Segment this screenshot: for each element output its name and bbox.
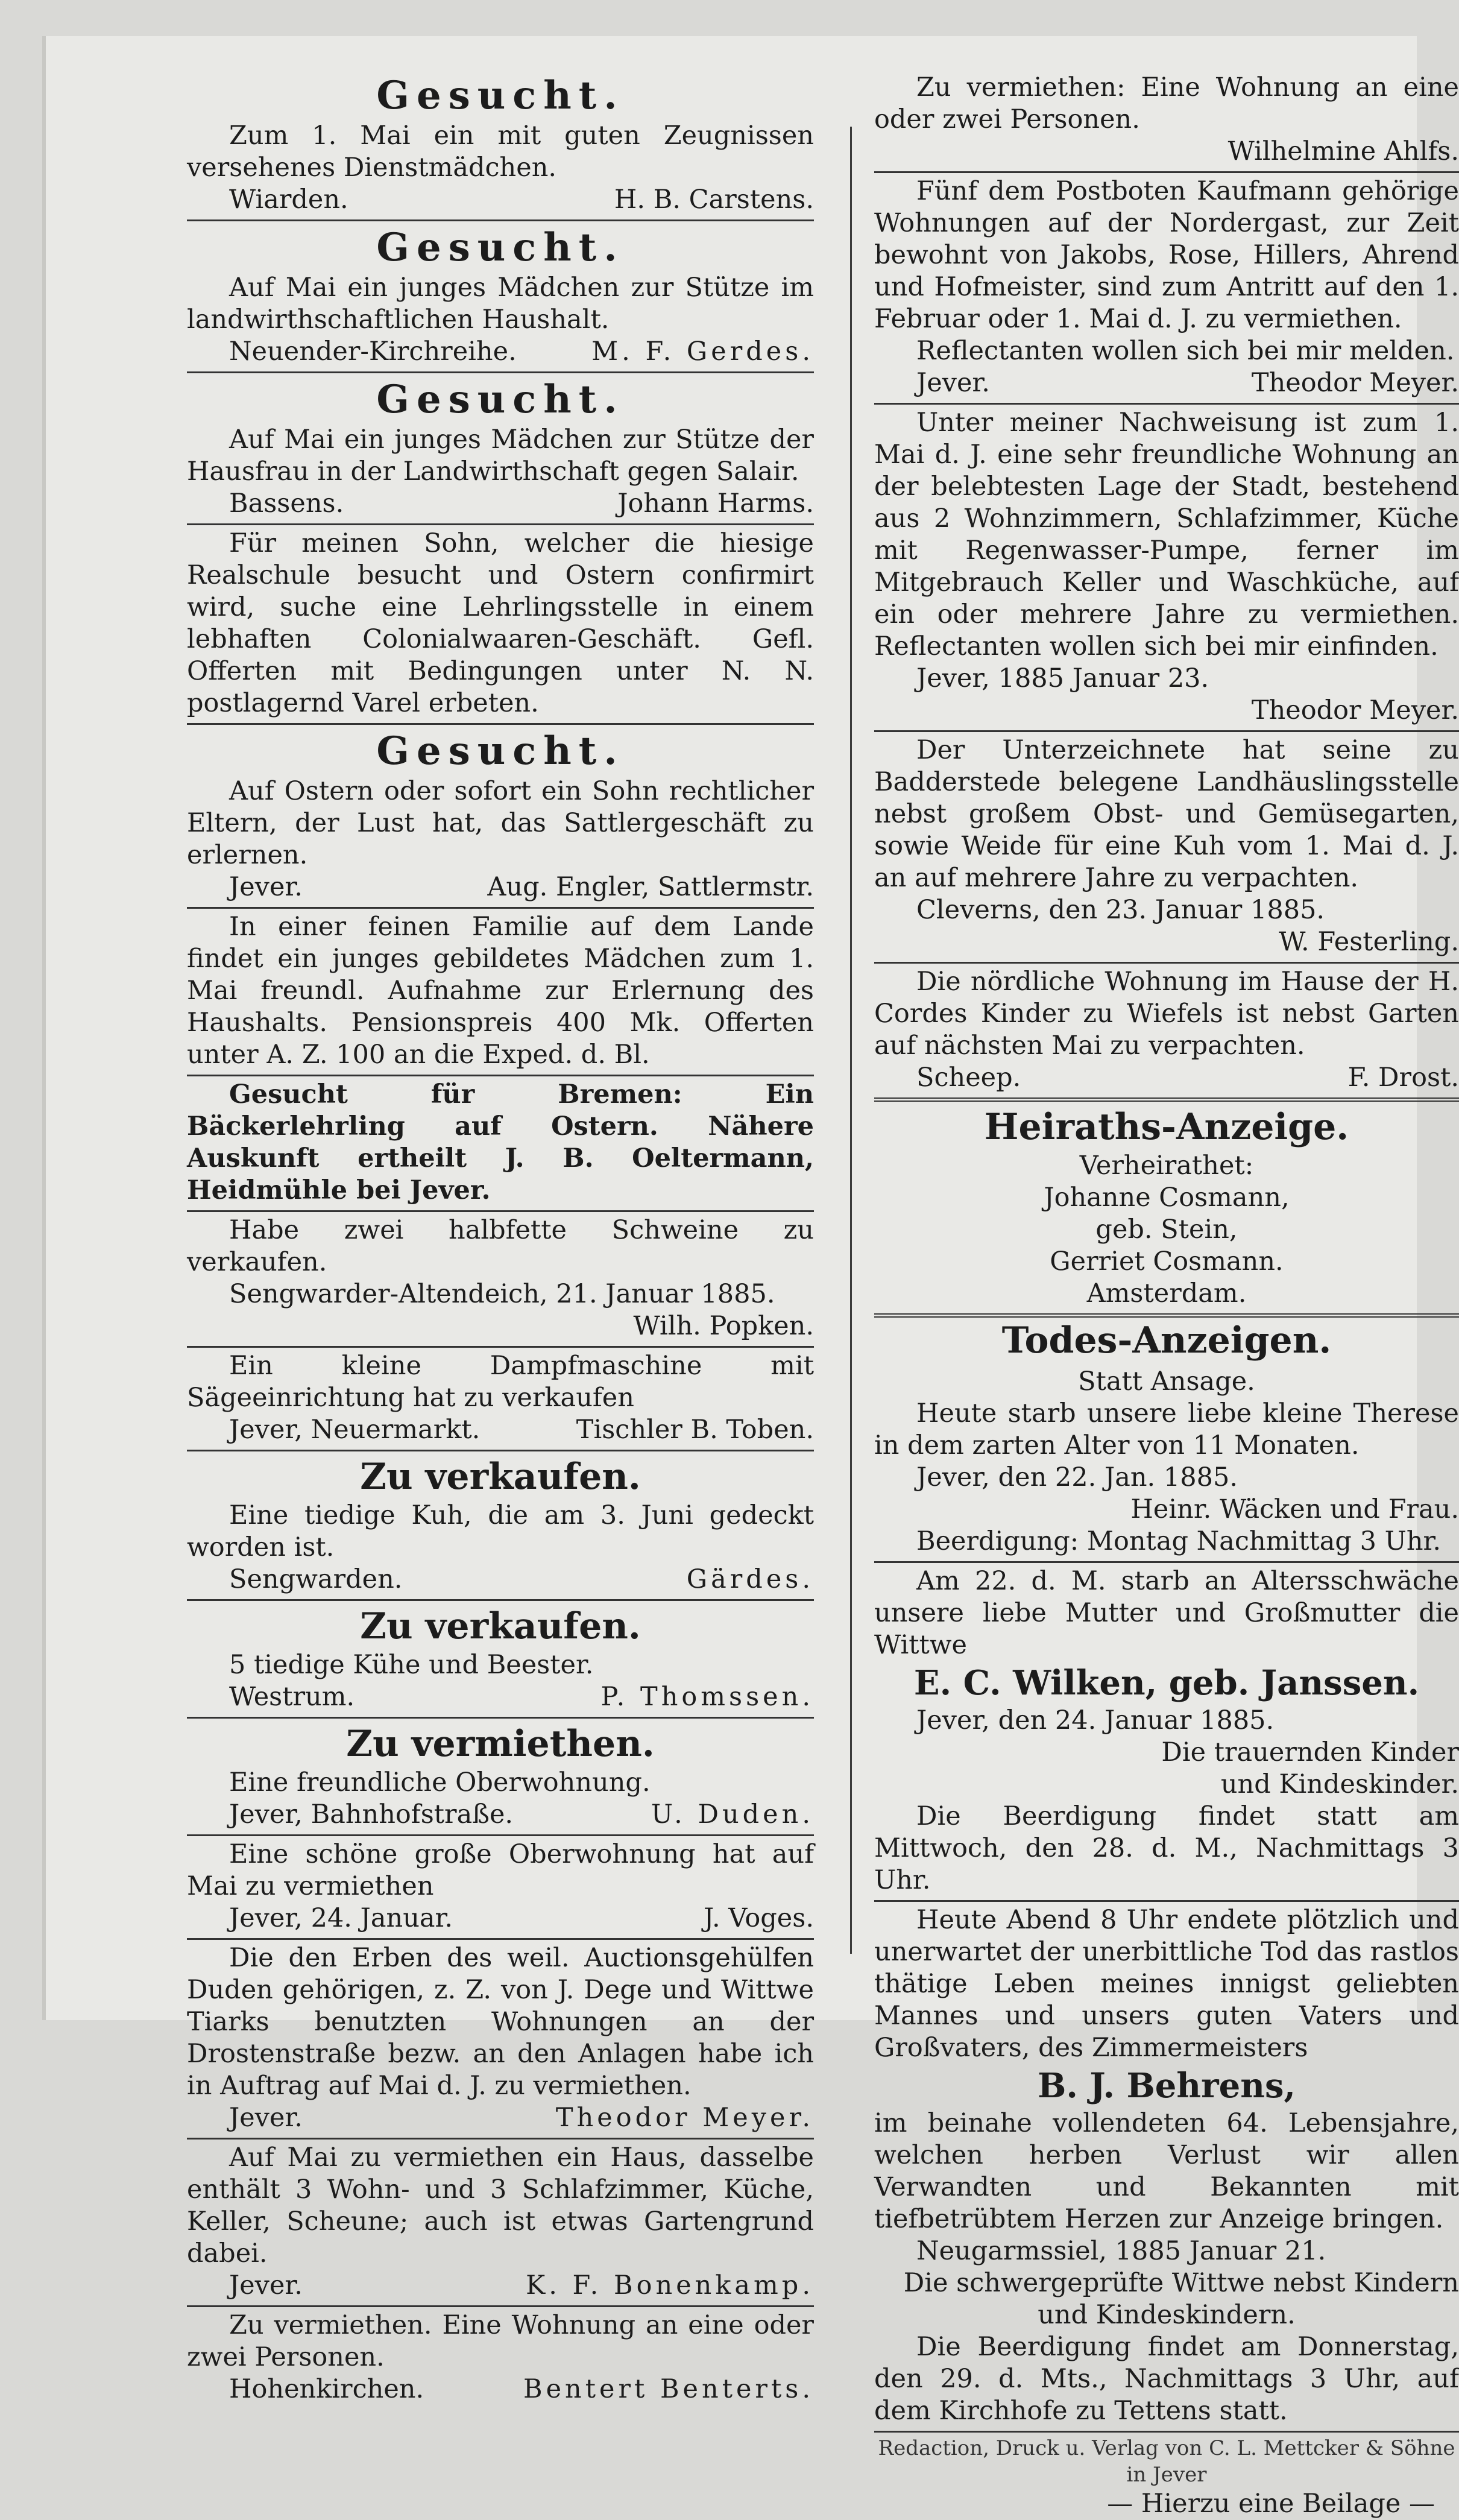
- ad-text: Auf Mai zu vermiethen ein Haus, dasselbe enthält 3 Wohn- und 3 Schlafzimmer, Küche, Keller, Scheune; auch ist etwas Gartengrund dabei.: [187, 2143, 814, 2269]
- ad-signature: Wiarden. H. B. Carstens.: [229, 185, 814, 215]
- ad-vermiethen-2: [187, 2307, 814, 2409]
- notice-signature: Heinr. Wäcken und Frau.: [1130, 1494, 1459, 1524]
- ad-signature: W. Festerling.: [1279, 927, 1459, 957]
- notice-burial: Die Beerdigung findet am Donnerstag, den 29. d. Mts., Nachmittags 3 Uhr, auf dem Kirchhofe zu Tettens statt.: [874, 2332, 1459, 2426]
- supplement-note: — Hierzu eine Beilage —: [1107, 2489, 1435, 2519]
- ad-signature: Bassens. Johann Harms.: [229, 488, 814, 519]
- ad-vermiethen-1: [187, 1719, 814, 1836]
- ad-heading: Gesucht.: [376, 728, 625, 774]
- ad-wiefels: [874, 964, 1459, 1102]
- deceased-name: E. C. Wilken, geb. Janssen.: [913, 1663, 1420, 1703]
- ad-lehrling: [187, 525, 814, 725]
- ad-familie: [187, 909, 814, 1076]
- notice-burial: Die Beerdigung findet statt am Mittwoch, den 28. d. M., Nachmittags 3 Uhr.: [874, 1801, 1459, 1895]
- ad-gesucht-1: [187, 69, 814, 221]
- ad-text: Eine freundliche Oberwohnung.: [229, 1767, 651, 1798]
- ad-text: Fünf dem Postboten Kaufmann gehörige Wohnungen auf der Nordergast, zur Zeit bewohnt von Jakobs, Rose, Hillers, Ahrend und Hofmeister, sind zum Antritt auf den 1. Februar oder 1. Mai d. J. zu vermiethen.: [874, 176, 1459, 334]
- ad-ahlfs: [874, 69, 1459, 173]
- death-notice-wilken: [874, 1563, 1459, 1902]
- ad-place-date: Cleverns, den 23. Januar 1885.: [916, 895, 1325, 925]
- notice-burial: Beerdigung: Montag Nachmittag 3 Uhr.: [916, 1526, 1442, 1556]
- ad-text: Unter meiner Nachweisung ist zum 1. Mai d. J. eine sehr freundliche Wohnung an der belebtesten Lage der Stadt, bestehend aus 2 Wohnzimmern, Schlafzimmer, Küche mit Regenwasser-Pumpe, ferner im Mitgebrauch Keller und Waschküche, auf ein oder mehrere Jahre zu vermiethen. Reflectanten wollen sich bei mir einfinden.: [874, 408, 1459, 662]
- ad-signature: Jever. Aug. Engler, Sattlermstr.: [229, 872, 814, 902]
- ad-verkaufen-1: [187, 1451, 814, 1601]
- ad-text: Habe zwei halbfette Schweine zu verkaufen.: [187, 1215, 814, 1277]
- ad-oberwohnung: [187, 1836, 814, 1940]
- notice-text-2: im beinahe vollendeten 64. Lebensjahre, welchen herben Verlust wir allen Verwandten und Bekannten mit tiefbetrübtem Herzen zur Anzeige bringen.: [874, 2108, 1459, 2234]
- notice-signature: und Kindeskindern.: [1038, 2300, 1296, 2330]
- ad-signature: Hohenkirchen. Bentert Benterts.: [229, 2374, 814, 2404]
- ad-place-date: Jever, 1885 Januar 23.: [916, 663, 1209, 693]
- ad-text: Ein kleine Dampfmaschine mit Sägeeinrichtung hat zu verkaufen: [187, 1351, 814, 1413]
- ad-gesucht-3: [187, 373, 814, 525]
- ad-signature: Scheep. F. Drost.: [916, 1063, 1459, 1093]
- notice-text: Heute starb unsere liebe kleine Therese in dem zarten Alter von 11 Monaten.: [874, 1398, 1459, 1461]
- ad-text: 5 tiedige Kühe und Beester.: [229, 1650, 594, 1680]
- notice-signature: Die schwergeprüfte Wittwe nebst Kindern: [903, 2268, 1459, 2298]
- death-notice-behrens: [874, 1902, 1459, 2431]
- ad-heading: Zu verkaufen.: [360, 1456, 641, 1498]
- ad-signature: Jever. Theodor Meyer.: [916, 368, 1459, 398]
- right-column: [874, 69, 1459, 2520]
- ad-signature: Neuender-Kirchreihe. M. F. Gerdes.: [229, 336, 814, 367]
- column-divider: [850, 127, 852, 1954]
- ad-gesucht-2: [187, 221, 814, 373]
- ad-signature: Westrum. P. Thomssen.: [229, 1682, 814, 1712]
- ad-signature: Jever, Neuermarkt. Tischler B. Toben.: [229, 1415, 814, 1445]
- notice-signature: Die trauernden Kinder: [1161, 1737, 1459, 1767]
- ad-signature: Jever. K. F. Bonenkamp.: [229, 2270, 814, 2301]
- ad-signature: Wilhelmine Ahlfs.: [1227, 136, 1459, 166]
- ad-signature: Jever, 24. Januar. J. Voges.: [229, 1903, 814, 1933]
- newspaper-page: [42, 36, 1459, 2519]
- deaths-heading: Todes-Anzeigen.: [1001, 1319, 1332, 1362]
- ad-text: In einer feinen Familie auf dem Lande findet ein junges gebildetes Mädchen zum 1. Mai freundl. Aufnahme zur Erlernung des Haushalts. Pensionspreis 400 Mk. Offerten unter A. Z. 100 an die Exped. d. Bl.: [187, 912, 814, 1070]
- ad-nachweisung: [874, 405, 1459, 732]
- ad-postboten: [874, 173, 1459, 405]
- ad-signature: Jever. Theodor Meyer.: [229, 2103, 814, 2133]
- ad-heading: Gesucht.: [376, 225, 625, 270]
- ad-landhaeuslingsstelle: [874, 732, 1459, 964]
- ad-text: Der Unterzeichnete hat seine zu Badderstede belegene Landhäuslingsstelle nebst großem Obst- und Gemüsegarten, sowie Weide für eine Kuh vom 1. Mai d. J. an auf mehrere Jahre zu verpachten.: [874, 735, 1459, 893]
- ad-gesucht-4: [187, 725, 814, 909]
- ad-text: Für meinen Sohn, welcher die hiesige Realschule besucht und Ostern confirmirt wird, suche eine Lehrlingsstelle in einem lebhaften Colonialwaaren-Geschäft. Gefl. Offerten mit Bedingungen unter N. N. postlagernd Varel erbeten.: [187, 528, 814, 718]
- ad-text-2: Reflectanten wollen sich bei mir melden.: [916, 336, 1455, 366]
- ad-text: Auf Ostern oder sofort ein Sohn rechtlicher Eltern, der Lust hat, das Sattlergeschäft zu erlernen.: [187, 776, 814, 870]
- ad-text: Eine schöne große Oberwohnung hat auf Mai zu vermiethen: [187, 1839, 814, 1901]
- notice-place-date: Neugarmssiel, 1885 Januar 21.: [916, 2236, 1326, 2266]
- notice-text: Heute Abend 8 Uhr endete plötzlich und unerwartet der unerbittliche Tod das rastlos thätige Leben meines innigst geliebten Mannes und unsers guten Vaters und Großvaters, des Zimmermeisters: [874, 1905, 1459, 2063]
- ad-verkaufen-2: [187, 1601, 814, 1719]
- ad-place-date: Sengwarder-Altendeich, 21. Januar 1885.: [229, 1279, 775, 1309]
- ad-text: Auf Mai ein junges Mädchen zur Stütze im landwirthschaftlichen Haushalt.: [187, 273, 814, 335]
- ad-text: Auf Mai ein junges Mädchen zur Stütze der Hausfrau in der Landwirthschaft gegen Salair.: [187, 425, 814, 487]
- ad-text: Zu vermiethen. Eine Wohnung an eine oder zwei Personen.: [187, 2310, 814, 2372]
- ad-text: Gesucht für Bremen: Ein Bäckerlehrling auf Ostern. Nähere Auskunft ertheilt J. B. Oeltermann, Heidmühle bei Jever.: [187, 1079, 814, 1205]
- marriage-line: Johanne Cosmann,: [1044, 1183, 1290, 1213]
- ad-erben-duden: [187, 1940, 814, 2139]
- ad-dampfmaschine: [187, 1348, 814, 1451]
- notice-head: Statt Ansage.: [1078, 1366, 1255, 1397]
- imprint: Redaction, Druck u. Verlag von C. L. Mettcker & Söhne in Jever: [874, 2431, 1459, 2488]
- death-notice-therese: [874, 1363, 1459, 1563]
- marriage-line: Amsterdam.: [1086, 1278, 1247, 1309]
- ad-heading: Zu verkaufen.: [360, 1605, 641, 1647]
- notice-text: Am 22. d. M. starb an Altersschwäche unsere liebe Mutter und Großmutter die Wittwe: [874, 1566, 1459, 1660]
- marriage-line: Verheirathet:: [1079, 1151, 1254, 1181]
- left-column: [187, 69, 814, 2409]
- ad-haus: [187, 2139, 814, 2307]
- marriage-heading: Heiraths-Anzeige.: [984, 1106, 1349, 1148]
- ad-heading: Zu vermiethen.: [346, 1723, 655, 1765]
- deceased-name: B. J. Behrens,: [1037, 2066, 1296, 2106]
- ad-text: Die den Erben des weil. Auctionsgehülfen Duden gehörigen, z. Z. von J. Dege und Wittwe Tiarks benutzten Wohnungen an der Drostenstraße bezw. an den Anlagen habe ich in Auftrag auf Mai d. J. zu vermiethen.: [187, 1943, 814, 2101]
- ad-baeckerlehrling: [187, 1076, 814, 1212]
- marriage-line: Gerriet Cosmann.: [1050, 1246, 1284, 1277]
- ad-heading: Gesucht.: [376, 73, 625, 118]
- marriage-line: geb. Stein,: [1095, 1214, 1238, 1245]
- ad-signature: Wilh. Popken.: [633, 1311, 814, 1341]
- marriage-notice: [874, 1102, 1459, 1318]
- ad-text: Zum 1. Mai ein mit guten Zeugnissen versehenes Dienstmädchen.: [187, 121, 814, 183]
- notice-place-date: Jever, den 24. Januar 1885.: [916, 1705, 1275, 1735]
- ad-text: Eine tiedige Kuh, die am 3. Juni gedeckt worden ist.: [187, 1500, 814, 1562]
- notice-place-date: Jever, den 22. Jan. 1885.: [916, 1462, 1238, 1492]
- ad-signature: Theodor Meyer.: [1251, 695, 1459, 725]
- ad-schweine: [187, 1212, 814, 1348]
- ad-heading: Gesucht.: [376, 377, 625, 422]
- ad-signature: Sengwarden. Gärdes.: [229, 1564, 814, 1594]
- ad-signature: Jever, Bahnhofstraße. U. Duden.: [229, 1799, 814, 1830]
- notice-signature: und Kindeskinder.: [1220, 1769, 1459, 1799]
- ad-text: Zu vermiethen: Eine Wohnung an eine oder zwei Personen.: [874, 72, 1459, 134]
- ad-text: Die nördliche Wohnung im Hause der H. Cordes Kinder zu Wiefels ist nebst Garten auf nächsten Mai zu verpachten.: [874, 967, 1459, 1061]
